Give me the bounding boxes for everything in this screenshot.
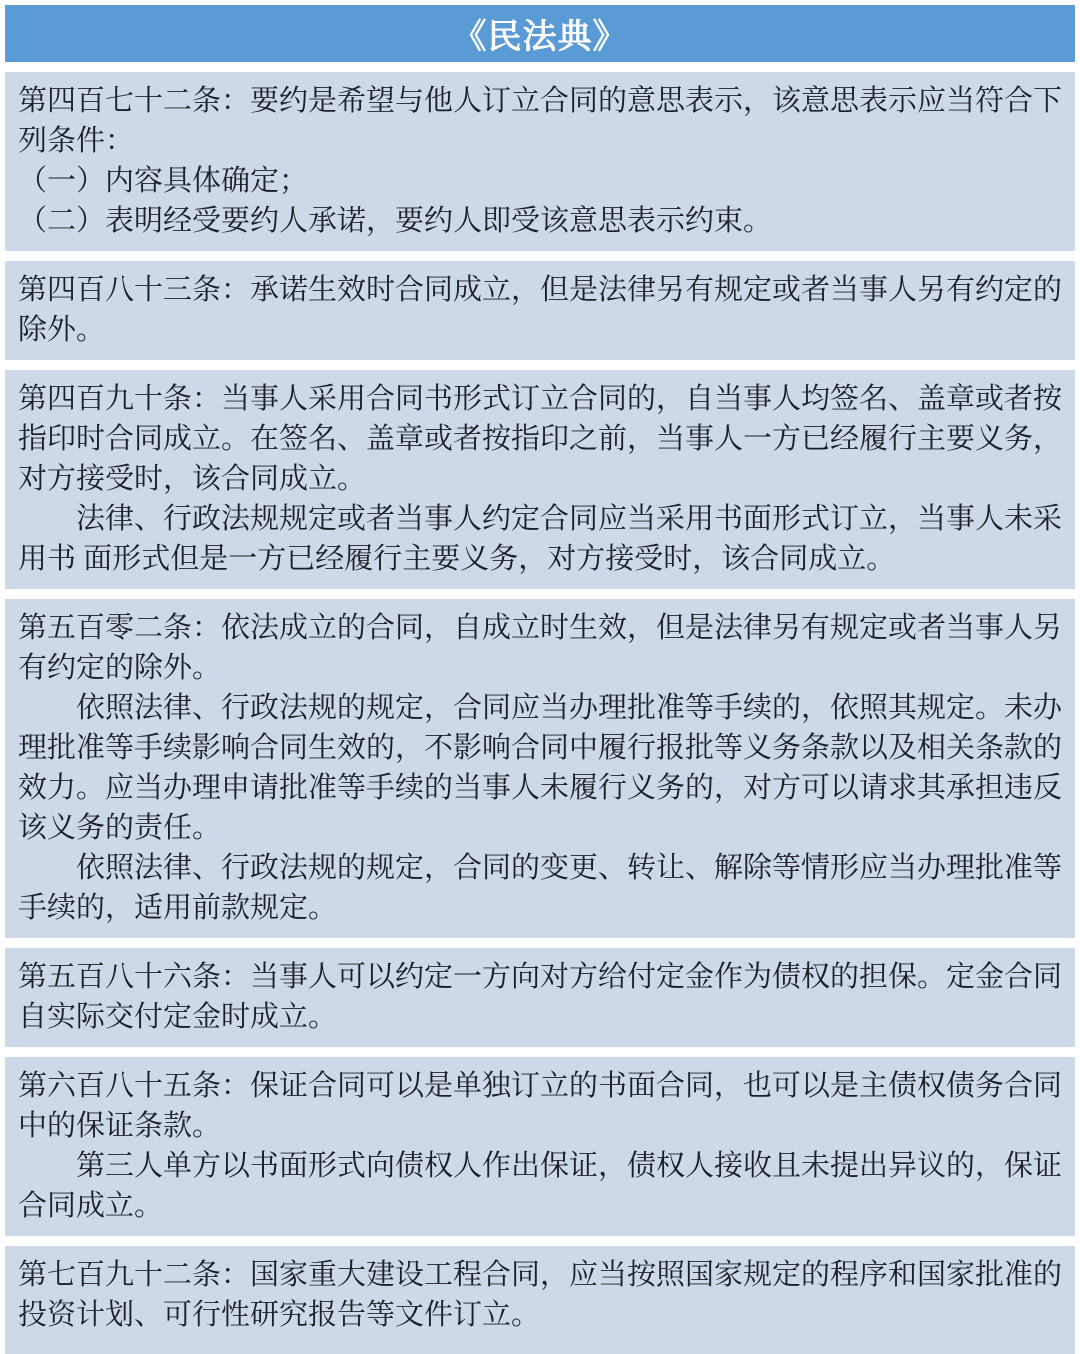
article-paragraph: 第七百九十二条：国家重大建设工程合同，应当按照国家规定的程序和国家批准的投资计划、可行性研究报告等文件订立。 <box>18 1259 1063 1331</box>
document-title-bar <box>5 5 1075 62</box>
article-paragraph: 法律、行政法规规定或者当事人约定合同应当采用书面形式订立，当事人未采用书 面形式但是一方已经履行主要义务，对方接受时，该合同成立。 <box>18 503 1063 575</box>
article-paragraph: （二）表明经受要约人承诺，要约人即受该意思表示约束。 <box>18 205 773 237</box>
article-section <box>5 72 1075 251</box>
article-paragraph: 依照法律、行政法规的规定，合同应当办理批准等手续的，依照其规定。未办理批准等手续影响合同生效的，不影响合同中履行报批等义务条款以及相关条款的效力。应当办理申请批准等手续的当事人未履行义务的，对方可以请求其承担违反该义务的责任。 <box>18 692 1063 844</box>
article-section <box>5 370 1075 589</box>
article-paragraph: 第四百七十二条：要约是希望与他人订立合同的意思表示，该意思表示应当符合下列条件： <box>18 85 1063 157</box>
article-paragraph: 第五百零二条：依法成立的合同，自成立时生效，但是法律另有规定或者当事人另有约定的除外。 <box>18 612 1063 684</box>
article-paragraph: 第三人单方以书面形式向债权人作出保证，债权人接收且未提出异议的，保证合同成立。 <box>18 1150 1063 1222</box>
articles-list <box>5 72 1075 1354</box>
article-section <box>5 599 1075 938</box>
article-paragraph: 第四百八十三条：承诺生效时合同成立，但是法律另有规定或者当事人另有约定的除外。 <box>18 274 1063 346</box>
article-paragraph: 第六百八十五条：保证合同可以是单独订立的书面合同，也可以是主债权债务合同中的保证条款。 <box>18 1070 1063 1142</box>
article-section <box>5 261 1075 360</box>
article-section <box>5 1057 1075 1236</box>
article-paragraph: 第四百九十条：当事人采用合同书形式订立合同的，自当事人均签名、盖章或者按指印时合同成立。在签名、盖章或者按指印之前，当事人一方已经履行主要义务，对方接受时，该合同成立。 <box>18 383 1063 495</box>
article-paragraph: （一）内容具体确定； <box>18 165 309 197</box>
article-paragraph: 依照法律、行政法规的规定，合同的变更、转让、解除等情形应当办理批准等手续的，适用前款规定。 <box>18 852 1063 924</box>
article-section <box>5 1246 1075 1354</box>
article-paragraph: 第五百八十六条：当事人可以约定一方向对方给付定金作为债权的担保。定金合同自实际交付定金时成立。 <box>18 961 1063 1033</box>
page-title: 《民法典》 <box>452 19 628 56</box>
article-section <box>5 948 1075 1047</box>
